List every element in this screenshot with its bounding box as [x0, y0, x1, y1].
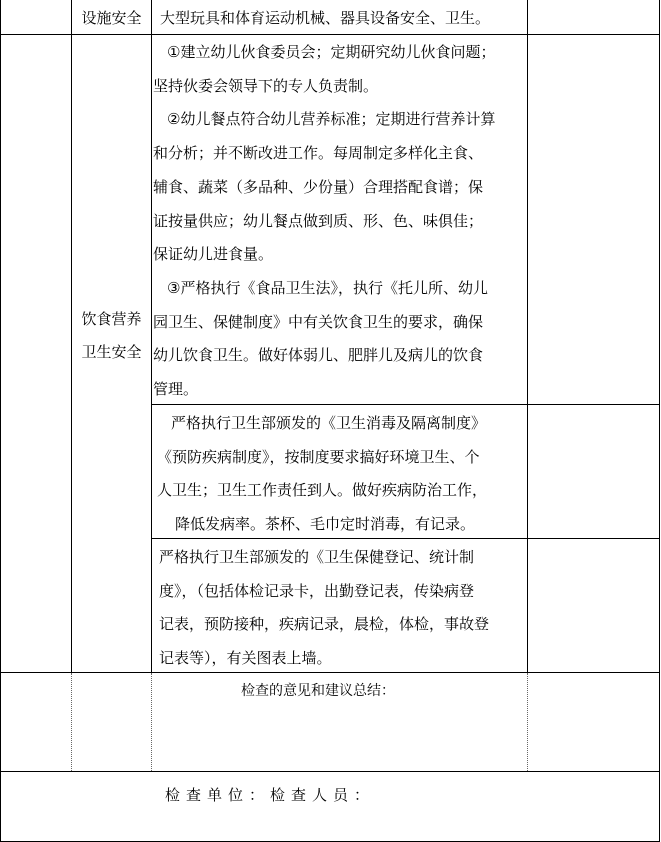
text-line: 幼儿饮食卫生。做好体弱儿、肥胖儿及病儿的饮食: [153, 346, 484, 365]
text-line: 记表，预防接种，疾病记录，晨检，体检，事故登: [159, 615, 490, 633]
text-line: 坚持伙委会领导下的专人负责制。: [153, 76, 379, 95]
grid-line: [659, 0, 660, 842]
grid-line: [0, 34, 660, 35]
facility-category: 设施安全: [81, 9, 142, 27]
text-line: ③严格执行《食品卫生法》，执行《托儿所、幼儿: [167, 278, 488, 297]
food-block-3: [153, 541, 526, 675]
grid-line-dotted: [151, 673, 152, 771]
text-line: 严格执行卫生部颁发的《卫生保健登记、统计制: [159, 548, 475, 566]
text-line: 辅食、蔬菜（多品种、少份量）合理搭配食谱；保: [153, 177, 484, 196]
text-line: 度》，（包括体检记录卡，出勤登记表，传染病登: [159, 581, 475, 600]
food-category-line2: 卫生安全: [81, 343, 142, 361]
text-line: 保证幼儿进食量。: [153, 245, 274, 264]
text-line: 和分析；并不断改进工作。每周制定多样化主食、: [153, 144, 484, 163]
grid-line-dotted: [527, 673, 528, 771]
text-line: 严格执行卫生部颁发的《卫生消毒及隔离制度》: [171, 414, 487, 432]
text-line: ①建立幼儿伙食委员会；定期研究幼儿伙食问题；: [167, 43, 496, 61]
grid-line: [0, 771, 660, 772]
text-line: 园卫生、保健制度》中有关饮食卫生的要求，确保: [153, 312, 484, 331]
text-line: 证按量供应；幼儿餐点做到质、形、色、味俱佳；: [153, 211, 484, 230]
text-line: 记表等），有关图表上墙。: [159, 648, 332, 667]
footer-signature-line: 检查单位：检查人员：: [165, 786, 376, 804]
food-category-line1: 饮食营养: [81, 310, 142, 328]
text-line: 人卫生；卫生工作责任到人。做好疾病防治工作，: [157, 481, 488, 499]
text-line: ②幼儿餐点符合幼儿营养标准；定期进行营养计算: [167, 110, 496, 129]
food-block-1: [153, 36, 526, 407]
food-block-2: [153, 407, 526, 541]
text-line: 降低发病率。茶杯、毛巾定时消毒，有记录。: [175, 514, 476, 533]
summary-label: 检查的意见和建议总结：: [241, 683, 395, 699]
facility-content: 大型玩具和体育运动机械、器具设备安全、卫生。: [160, 9, 491, 27]
grid-line: [0, 0, 1, 842]
text-line: 《预防疾病制度》，按制度要求搞好环境卫生、个: [157, 447, 480, 466]
grid-line: [151, 0, 152, 672]
grid-line-dotted: [71, 673, 72, 771]
text-line: 管理。: [153, 380, 199, 399]
grid-line: [527, 0, 528, 672]
food-category: [72, 303, 151, 369]
